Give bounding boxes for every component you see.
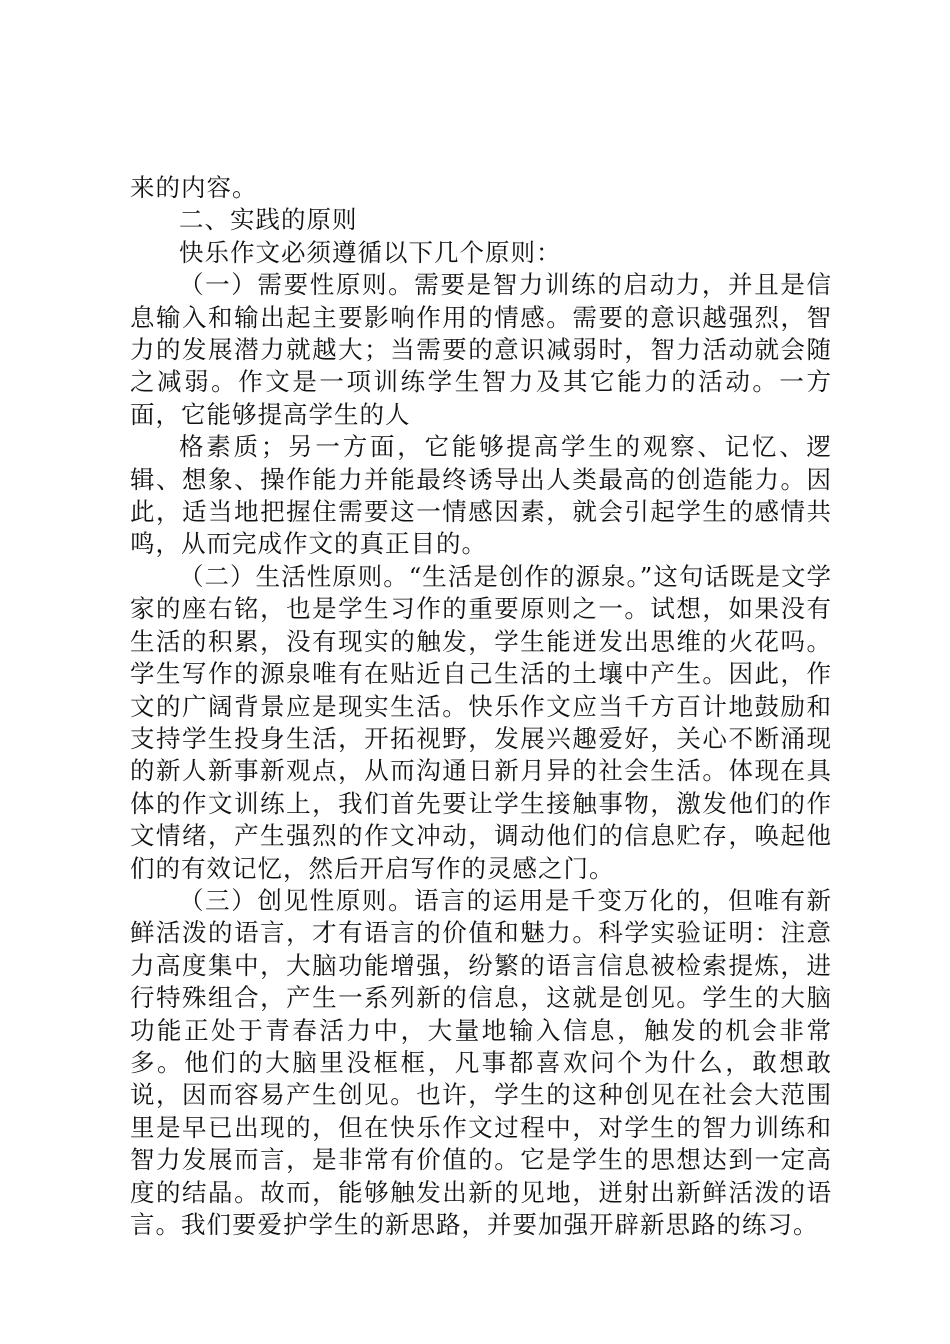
body-text (130, 172, 832, 1241)
paragraph-intro: 快乐作文必须遵循以下几个原则： (179, 237, 562, 267)
section-heading: 二、实践的原则 (179, 205, 358, 235)
paragraph-principle-2: （二）生活性原则。“生活是创作的源泉。”这句话既是文学家的座右铭，也是学生习作的重要原则之一。试想，如果没有生活的积累，没有现实的触发，学生能迸发出思维的火花吗。学生写作的源泉唯有在贴近自己生活的土壤中产生。因此，作文的广阔背景应是现实生活。快乐作文应当千方百计地鼓励和支持学生投身生活，开拓视野，发展兴趣爱好，关心不断涌现的新人新事新观点，从而沟通日新月异的社会生活。体现在具体的作文训练上，我们首先要让学生接触事物，激发他们的作文情绪，产生强烈的作文冲动，调动他们的信息贮存，唤起他们的有效记忆，然后开启写作的灵感之门。 (130, 561, 832, 883)
paragraph-principle-1: （一）需要性原则。需要是智力训练的启动力，并且是信息输入和输出起主要影响作用的情感。需要的意识越强烈，智力的发展潜力就越大；当需要的意识减弱时，智力活动就会随之减弱。作文是一项训练学生智力及其它能力的活动。一方面，它能够提高学生的人 (130, 270, 832, 429)
paragraph-continuation: 来的内容。 (130, 173, 258, 202)
paragraph-principle-3: （三）创见性原则。语言的运用是千变万化的，但唯有新鲜活泼的语言，才有语言的价值和魅力。科学实验证明：注意力高度集中，大脑功能增强，纷繁的语言信息被检索提炼，进行特殊组合，产生一系列新的信息，这就是创见。学生的大脑功能正处于青春活力中，大量地输入信息，触发的机会非常多。他们的大脑里没框框，凡事都喜欢问个为什么，敢想敢说，因而容易产生创见。也许，学生的这种创见在社会大范围里是早已出现的，但在快乐作文过程中，对学生的智力训练和智力发展而言，是非常有价值的。它是学生的思想达到一定高度的结晶。故而，能够触发出新的见地，迸射出新鲜活泼的语言。我们要爱护学生的新思路，并要加强开辟新思路的练习。 (130, 885, 832, 1239)
paragraph-principle-1-continued: 格素质；另一方面，它能够提高学生的观察、记忆、逻辑、想象、操作能力并能最终诱导出人类最高的创造能力。因此，适当地把握住需要这一情感因素，就会引起学生的感情共鸣，从而完成作文的真正目的。 (130, 432, 832, 559)
